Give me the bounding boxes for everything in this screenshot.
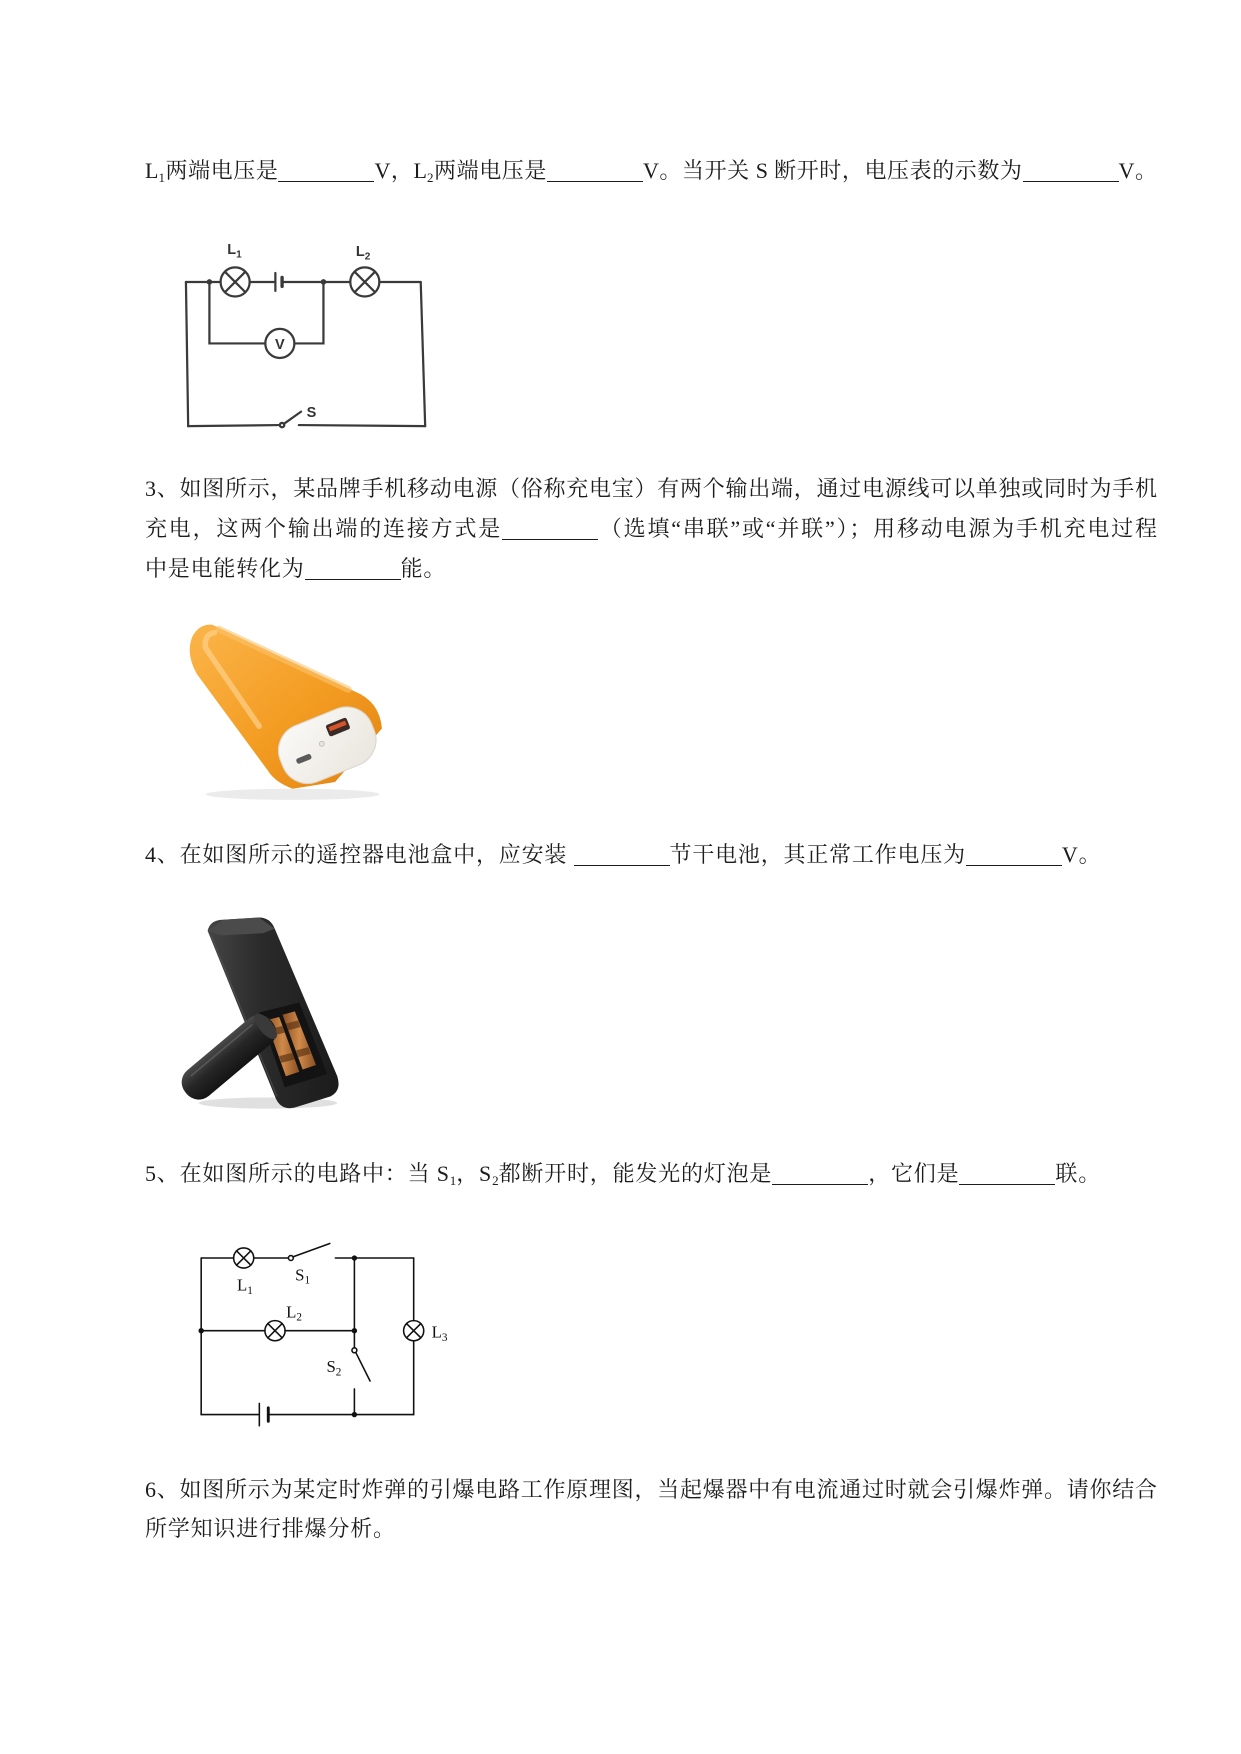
question-3-line-3 (145, 549, 1157, 589)
l1-symbol (145, 158, 165, 183)
switch-s2-icon (352, 1348, 370, 1381)
lamp-l2-label: $L_2$ (355, 244, 371, 263)
switch-s2-label: $S_2$ (326, 1357, 342, 1379)
question-3-line-1 (145, 469, 1157, 509)
question-text: 如图所示，某品牌手机移动电源（俗称充电宝）有两个输出端，通过电源线可以单独或同时为手机 (179, 476, 1157, 501)
lamp-l3-label: $L_3$ (431, 1322, 448, 1344)
answer-blank (574, 843, 670, 866)
prompt-text: V。当开关 S 断开时，电压表的示数为 (642, 158, 1023, 183)
question-2-continued-line (145, 151, 1157, 191)
question-6-line-1 (145, 1470, 1157, 1510)
lamp-l2-label: $L_2$ (286, 1302, 303, 1324)
answer-blank (502, 517, 598, 540)
prompt-text: V， (374, 158, 414, 183)
question-4-line (145, 835, 1157, 875)
question-text: ，S (456, 1161, 493, 1186)
question-number: 6、 (145, 1477, 180, 1502)
question-number: 4、 (145, 842, 180, 867)
answer-blank (959, 1162, 1055, 1185)
voltmeter-label: V (275, 337, 285, 354)
remote-control-photo (173, 915, 344, 1110)
question-text: 节干电池，其正常工作电压为 (669, 842, 966, 867)
prompt-text: 两端电压是 (433, 158, 547, 183)
lamp-l1-label: $L_1$ (227, 242, 242, 261)
lamp-l2-icon (265, 1321, 285, 1341)
lamp-l3-icon (404, 1321, 424, 1341)
answer-blank (278, 159, 374, 182)
prompt-text: V。 (1118, 158, 1157, 183)
question-3-line-2 (145, 509, 1157, 549)
lamp-l1-label: $L_1$ (236, 1275, 253, 1297)
junction-dot (198, 1328, 203, 1333)
switch-s-label: S (306, 405, 317, 422)
question-text: 在如图所示的电路中：当 S (179, 1161, 450, 1186)
answer-blank (772, 1162, 868, 1185)
question-text: ，它们是 (868, 1161, 960, 1186)
question-number: 3、 (145, 476, 180, 501)
answer-blank (1023, 159, 1119, 182)
question-text: 在如图所示的遥控器电池盒中，应安装 (179, 842, 574, 867)
switch-s1-label: $S_1$ (295, 1265, 311, 1287)
s2-subscript: 2 (492, 1173, 499, 1188)
battery-icon (259, 1403, 268, 1425)
junction-dot (321, 279, 327, 285)
question-number: 5、 (145, 1161, 180, 1186)
l2-letter: L (413, 158, 427, 183)
junction-dot (352, 1255, 357, 1260)
battery-icon (275, 273, 282, 291)
junction-dot (352, 1412, 357, 1417)
question-text: 都断开时，能发光的灯泡是 (498, 1161, 773, 1186)
answer-blank (547, 159, 643, 182)
wire (186, 282, 425, 426)
lamp-l1-icon (234, 1248, 254, 1268)
question-5-line (145, 1154, 1157, 1194)
question-text: V。 (1061, 842, 1102, 867)
junction-dot (207, 279, 213, 285)
circuit-diagram-1 (179, 235, 431, 434)
l1-subscript: 1 (158, 170, 165, 185)
l1-letter: L (145, 158, 159, 183)
lamp-l2-icon (350, 267, 379, 296)
l2-subscript: 2 (426, 170, 434, 185)
lamp-l1-icon (221, 267, 250, 296)
junction-dot (352, 1328, 357, 1333)
question-text: 能。 (400, 556, 447, 581)
circuit-diagram-2 (190, 1230, 464, 1437)
power-bank-photo (182, 618, 391, 801)
shadow (206, 789, 380, 800)
question-text: 如图所示为某定时炸弹的引爆电路工作原理图，当起爆器中有电流通过时就会引爆炸弹。请你结合 (179, 1477, 1157, 1502)
prompt-text: 两端电压是 (164, 158, 279, 183)
switch-s1-icon (288, 1243, 329, 1260)
l2-symbol (414, 158, 434, 183)
question-text: （选填“串联”或“并联”）；用移动电源为手机充电过程 (598, 516, 1157, 541)
question-6-line-2 (145, 1509, 1157, 1549)
question-text: 所学知识进行排爆分析。 (145, 1516, 396, 1541)
answer-blank (966, 843, 1062, 866)
s1-subscript: 1 (449, 1173, 457, 1188)
question-text: 充电，这两个输出端的连接方式是 (145, 516, 503, 541)
answer-blank (305, 557, 401, 580)
question-text: 联。 (1055, 1161, 1102, 1186)
question-text: 中是电能转化为 (145, 556, 305, 581)
